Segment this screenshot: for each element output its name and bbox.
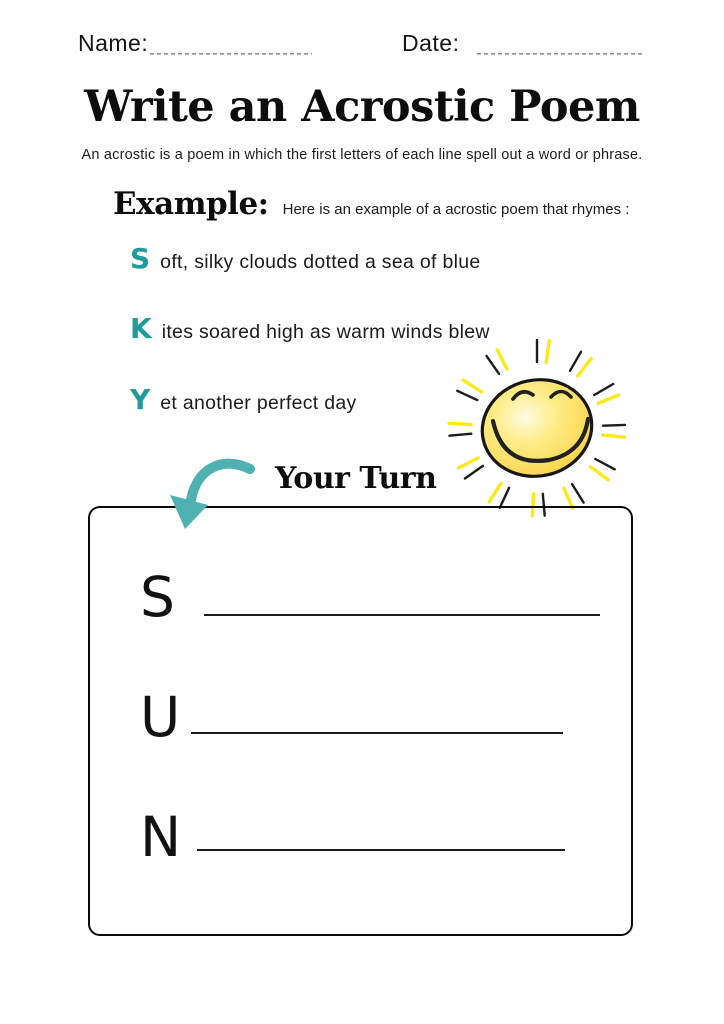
curved-arrow-icon	[166, 455, 258, 541]
example-poem-line	[130, 383, 357, 416]
example-description: Here is an example of a acrostic poem that rhymes :	[282, 201, 630, 218]
acrostic-letter-s: S	[130, 242, 151, 275]
example-heading: Example:	[113, 186, 269, 222]
acrostic-letter-k: K	[130, 312, 152, 345]
date-input-line[interactable]	[477, 52, 645, 55]
word-letter-n: N	[140, 805, 182, 869]
your-turn-heading: Your Turn	[275, 461, 437, 496]
word-letter-s: S	[140, 565, 175, 629]
writing-line-s[interactable]	[204, 614, 600, 616]
sun-icon	[437, 333, 644, 525]
writing-line-n[interactable]	[197, 849, 565, 851]
example-section-header	[113, 186, 629, 222]
acrostic-writing-box	[88, 506, 633, 936]
page-title: Write an Acrostic Poem	[84, 82, 640, 132]
poem-line-text: et another perfect day	[160, 392, 357, 414]
example-poem-line	[130, 242, 481, 275]
subtitle: An acrostic is a poem in which the first letters of each line spell out a word or phrase.	[81, 147, 643, 163]
word-letter-u: U	[140, 685, 181, 749]
example-poem-line	[130, 312, 490, 345]
writing-line-u[interactable]	[191, 732, 563, 734]
poem-line-text: oft, silky clouds dotted a sea of blue	[160, 251, 481, 273]
poem-line-text: ites soared high as warm winds blew	[161, 321, 490, 343]
date-label: Date:	[402, 30, 460, 56]
name-label: Name:	[78, 30, 149, 56]
name-input-line[interactable]	[150, 52, 312, 55]
acrostic-letter-y: Y	[130, 383, 151, 416]
